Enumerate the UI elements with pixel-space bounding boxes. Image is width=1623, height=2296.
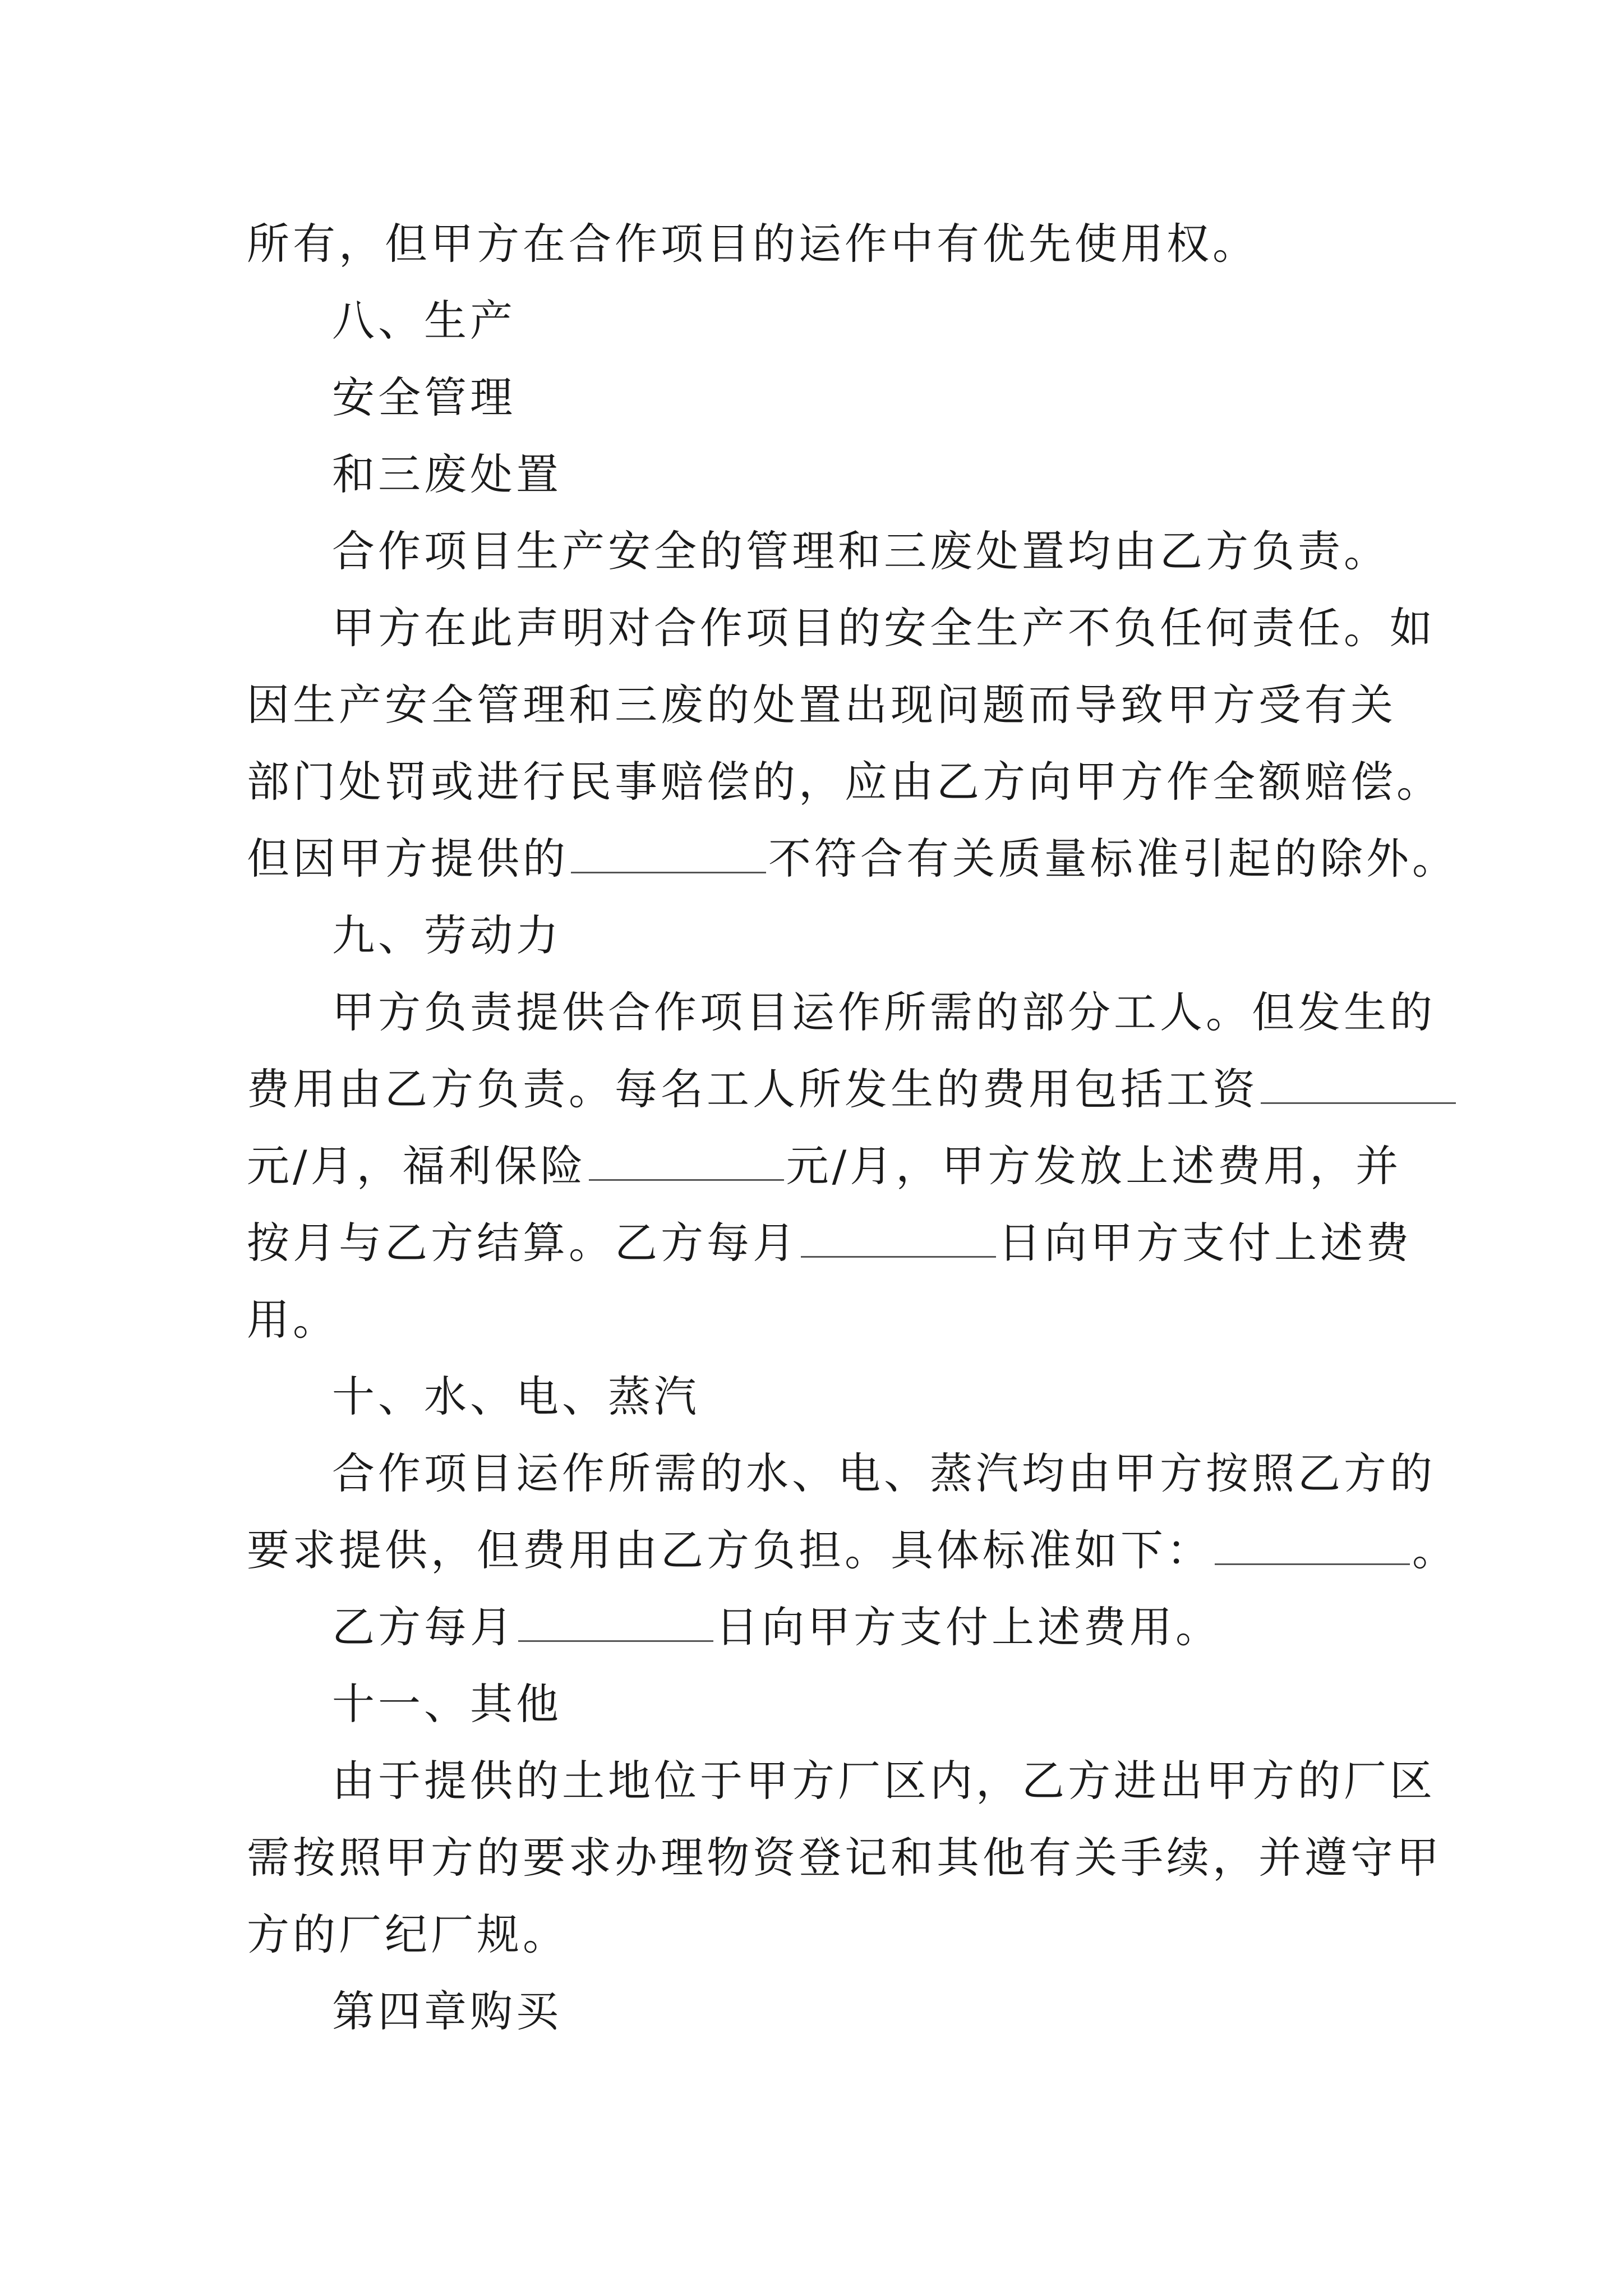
section-heading-production: 八、生产 <box>332 296 516 346</box>
paragraph-line: 合作项目生产安全的管理和三废处置均由乙方负责。 <box>332 526 1390 576</box>
section-heading-labor: 九、劳动力 <box>332 910 562 960</box>
blank-underline <box>518 1601 713 1642</box>
paragraph-line: 由于提供的土地位于甲方厂区内，乙方进出甲方的厂区 <box>332 1756 1436 1806</box>
paragraph-line: 要求提供，但费用由乙方负担。具体标准如下： 。 <box>247 1525 1458 1575</box>
paragraph-line: 费用由乙方负责。每名工人所发生的费用包括工资 <box>247 1051 1413 1128</box>
paragraph-line: 部门处罚或进行民事赔偿的，应由乙方向甲方作全额赔偿。 <box>247 757 1442 807</box>
paragraph-line: 用。 <box>247 1295 339 1345</box>
section-heading-safety: 安全管理 <box>332 372 516 422</box>
section-heading-other: 十一、其他 <box>332 1679 562 1729</box>
contract-text <box>247 205 1458 2050</box>
blank-underline <box>571 832 766 873</box>
section-heading-waste: 和三废处置 <box>332 449 562 499</box>
paragraph-line: 甲方在此声明对合作项目的安全生产不负任何责任。如 <box>332 603 1436 653</box>
blank-underline <box>1261 1063 1456 1104</box>
paragraph-line: 方的厂纪厂规。 <box>247 1910 569 1959</box>
section-heading-utilities: 十、水、电、蒸汽 <box>332 1372 700 1421</box>
paragraph-line: 所有，但甲方在合作项目的运作中有优先使用权。 <box>247 219 1258 269</box>
chapter-heading: 第四章购买 <box>332 1986 562 2036</box>
blank-underline <box>589 1140 784 1181</box>
paragraph-line: 乙方每月 日向甲方支付上述费用。 <box>332 1602 1221 1652</box>
blank-underline <box>801 1217 996 1258</box>
paragraph-line: 需按照甲方的要求办理物资登记和其他有关手续，并遵守甲 <box>247 1833 1442 1883</box>
blank-underline <box>1215 1524 1410 1565</box>
paragraph-line: 按月与乙方结算。乙方每月 日向甲方支付上述费 <box>247 1218 1412 1268</box>
paragraph-line: 甲方负责提供合作项目运作所需的部分工人。但发生的 <box>332 987 1436 1037</box>
paragraph-line: 元/月，福利保险 元/月，甲方发放上述费用，并 <box>247 1141 1402 1191</box>
paragraph-line: 因生产安全管理和三废的处置出现问题而导致甲方受有关 <box>247 680 1396 730</box>
paragraph-line: 但因甲方提供的 不符合有关质量标准引起的除外。 <box>247 834 1458 884</box>
paragraph-line: 合作项目运作所需的水、电、蒸汽均由甲方按照乙方的 <box>332 1448 1436 1498</box>
